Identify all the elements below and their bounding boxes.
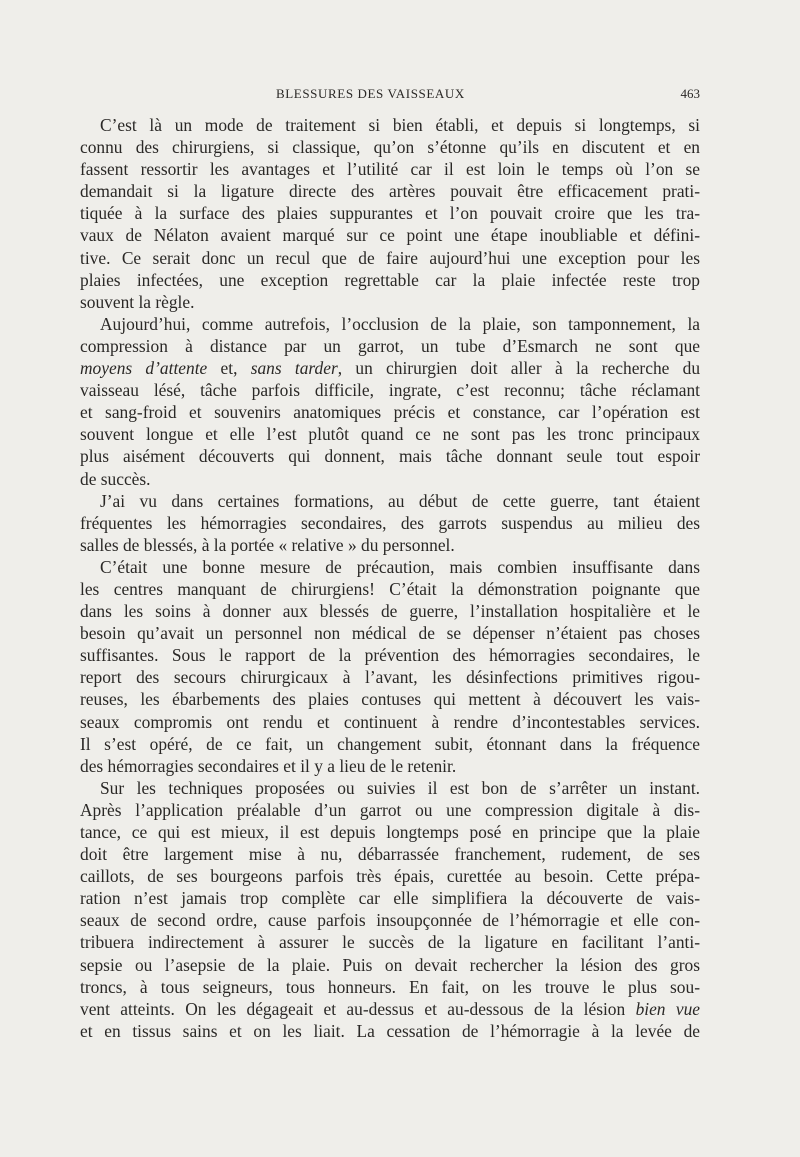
text-line: fréquentes les hémorragies secondaires, des garrots suspendus au milieu des — [80, 512, 700, 533]
text-line: tiquée à la surface des plaies suppurantes et l’on pouvait croire que les tra- — [80, 203, 700, 224]
text-line: besoin qu’avait un personnel non médical de se dépenser n’étaient pas choses — [80, 623, 700, 644]
text-line: ration n’est jamais trop complète car elle simplifiera la découverte de vais- — [80, 888, 700, 909]
text-line: C’est là un mode de traitement si bien établi, et depuis si longtemps, si — [100, 115, 700, 135]
text-line: doit être largement mise à nu, débarrassée franchement, rudement, de ses — [80, 844, 700, 865]
text-run: , un chirurgien doit aller à la recherche du — [337, 358, 701, 379]
text-line: vaisseau lésé, tâche parfois difficile, ingrate, c’est reconnu; tâche réclamant — [80, 380, 700, 401]
text-line: caillots, de ses bourgeons parfois très épais, curettée au besoin. Cette prépa- — [80, 866, 700, 887]
text-line: demandait si la ligature directe des artères pouvait être efficacement prati- — [80, 181, 700, 202]
text-line: plus aisément découverts qui donnent, mais tâche donnant seule tout espoir — [80, 446, 700, 467]
text-line: J’ai vu dans certaines formations, au début de cette guerre, tant étaient — [100, 490, 700, 511]
text-line: tribuera indirectement à assurer le succès de la ligature en facilitant l’anti- — [80, 932, 700, 953]
text-line: troncs, à tous seigneurs, tous honneurs. En fait, on les trouve le plus sou- — [80, 976, 700, 997]
text-line — [80, 357, 700, 379]
page-number: 463 — [680, 86, 700, 101]
text-run: et, — [207, 358, 251, 379]
text-line: les centres manquant de chirurgiens! C’était la démonstration poignante que — [80, 578, 700, 599]
text-line: souvent la règle. — [80, 291, 195, 312]
text-line: plaies infectées, une exception regrettable car la plaie infectée reste trop — [80, 269, 700, 290]
italic-phrase: sans tarder — [250, 358, 338, 379]
text-line: des hémorragies secondaires et il y a lieu de le retenir. — [80, 755, 457, 776]
body-text — [80, 114, 700, 1042]
running-title: BLESSURES DES VAISSEAUX — [276, 86, 465, 101]
text-line: de succès. — [80, 468, 151, 489]
italic-phrase: moyens d’attente — [80, 358, 208, 379]
text-line: sepsie ou l’asepsie de la plaie. Puis on devait rechercher la lésion des gros — [80, 954, 700, 975]
text-line: tive. Ce serait donc un recul que de faire aujourd’hui une exception pour les — [80, 247, 700, 268]
text-line: C’était une bonne mesure de précaution, mais combien insuffisante dans — [100, 556, 700, 577]
text-line: dans les soins à donner aux blessés de guerre, l’installation hospitalière et le — [80, 601, 700, 622]
text-line: seaux de second ordre, cause parfois insoupçonnée de l’hémorragie et elle con- — [80, 910, 700, 931]
text-line: compression à distance par un garrot, un tube d’Esmarch ne sont que — [80, 335, 700, 356]
text-line — [80, 998, 700, 1020]
text-line: vaux de Nélaton avaient marqué sur ce point une étape inoubliable et défini- — [80, 225, 700, 246]
page-header — [80, 86, 700, 106]
text-line: Sur les techniques proposées ou suivies il est bon de s’arrêter un instant. — [100, 777, 700, 798]
text-line: reuses, les ébarbements des plaies contuses qui mettent à découvert les vais- — [80, 689, 700, 710]
text-line: salles de blessés, à la portée « relative » du personnel. — [80, 534, 455, 555]
text-line: connu des chirurgiens, si classique, qu’on s’étonne qu’ils en discutent et en — [80, 137, 700, 158]
text-line: et sang-froid et souvenirs anatomiques précis et constance, car l’opération est — [80, 402, 700, 423]
text-line: Il s’est opéré, de ce fait, un changement subit, étonnant dans la fréquence — [80, 733, 700, 754]
text-line: et en tissus sains et on les liait. La cessation de l’hémorragie à la levée de — [80, 1020, 700, 1041]
text-line: souvent longue et elle l’est plutôt quand ce ne sont pas les tronc principaux — [80, 424, 700, 445]
text-line: Après l’application préalable d’un garrot ou une compression digitale à dis- — [80, 799, 700, 820]
text-line: tance, ce qui est mieux, il est depuis longtemps posé en principe que la plaie — [80, 822, 700, 842]
text-line: Aujourd’hui, comme autrefois, l’occlusion de la plaie, son tamponnement, la — [100, 313, 700, 334]
italic-phrase: bien vue — [635, 998, 700, 1019]
text-line: suffisantes. Sous le rapport de la prévention des hémorragies secondaires, le — [80, 645, 700, 666]
text-line: fassent ressortir les avantages et l’utilité car il est loin le temps où l’on se — [80, 159, 700, 180]
text-line: seaux compromis ont rendu et continuent à rendre d’incontestables services. — [80, 711, 700, 732]
text-run: vent atteints. On les dégageait et au-dessus et au-dessous de la lésion — [80, 998, 636, 1019]
text-line: report des secours chirurgicaux à l’avant, les désinfections primitives rigou- — [80, 667, 700, 688]
